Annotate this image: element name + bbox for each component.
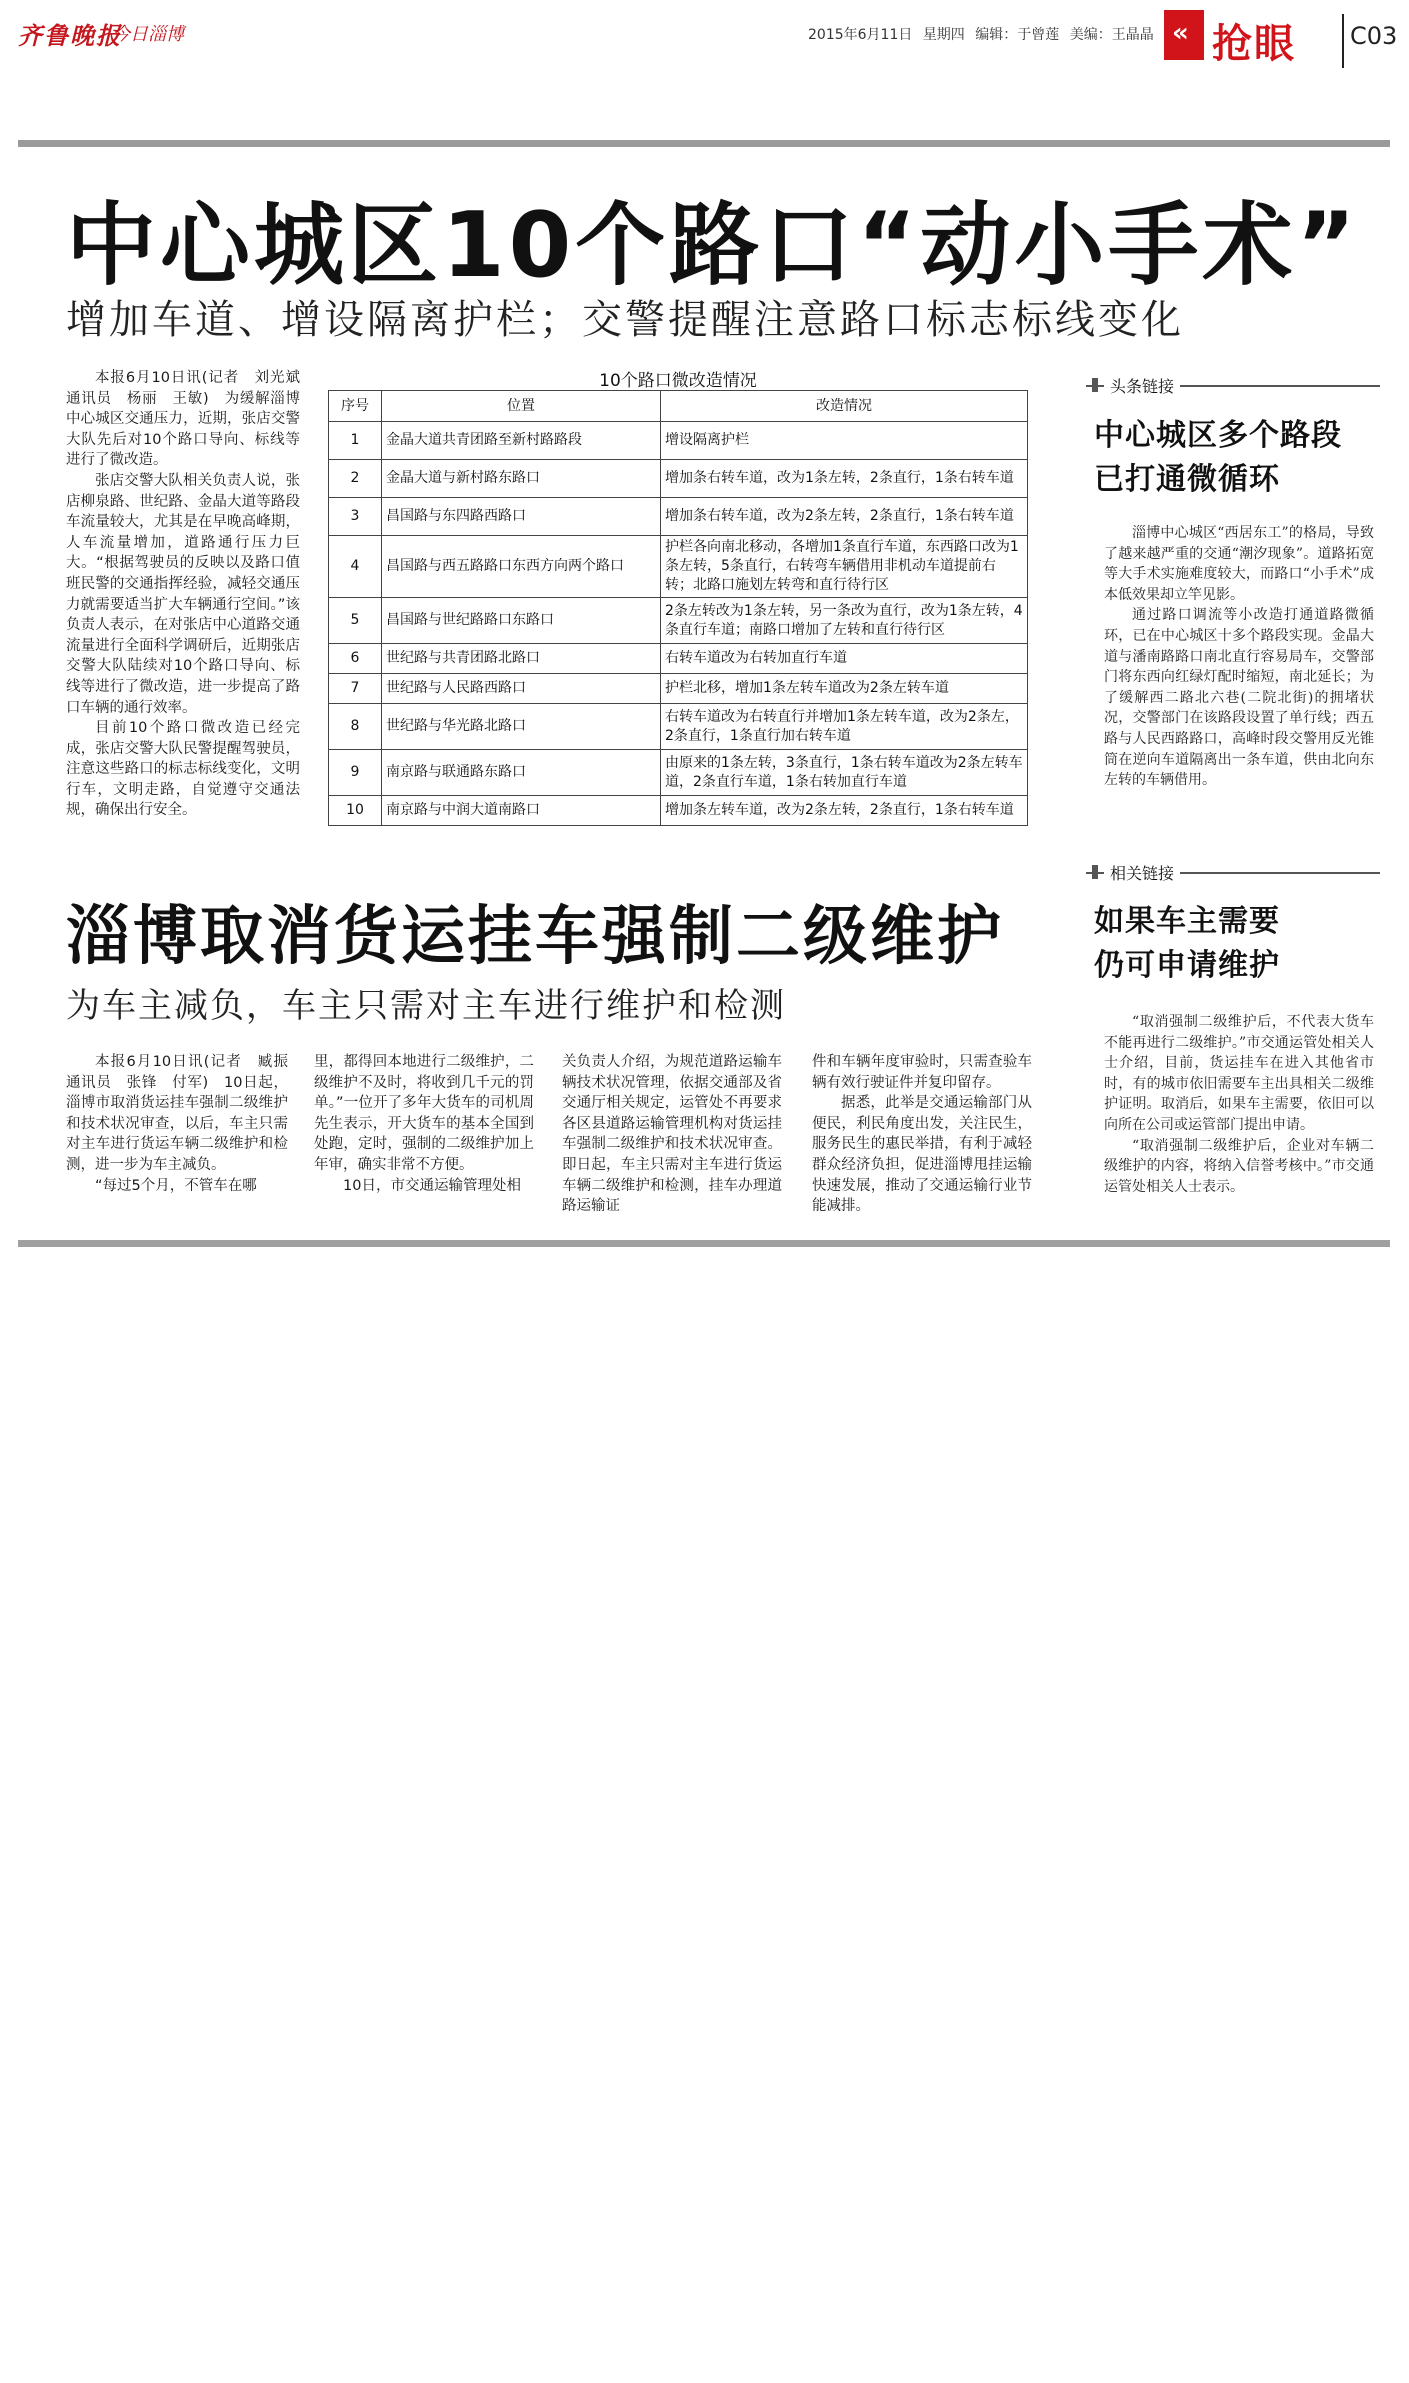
chevron-left-icon: « [1172, 18, 1189, 48]
sidebar1-paragraph: 淄博中心城区“西居东工”的格局，导致了越来越严重的交通“潮汐现象”。道路拓宽等大手术实施难度较大，而路口“小手术”成本低效果却立竿见影。 [1104, 525, 1374, 603]
story2-paragraph: 据悉，此举是交通运输部门从便民，利民角度出发，关注民生，服务民生的惠民举措，有利于减轻群众经济负担，促进淄博甩挂运输快速发展，推动了交通运输行业节能减排。 [812, 1095, 1032, 1215]
story2-paragraph: 里，都得回本地进行二级维护，二级维护不及时，将收到几千元的罚单。”一位开了多年大货车的司机周先生表示，开大货车的基本全国到处跑，定时，强制的二级维护加上年审，确实非常不方便。 [314, 1054, 534, 1173]
table-cell-change: 护栏北移，增加1条左转车道改为2条左转车道 [661, 674, 1028, 704]
table-row [329, 422, 1028, 460]
table-row [329, 644, 1028, 674]
sidebar2-headline [1094, 900, 1280, 988]
sidebar2-paragraph: “取消强制二级维护后，不代表大货车不能再进行二级维护。”市交通运管处相关人士介绍，目前，货运挂车在进入其他省市时，有的城市依旧需要车主出具相关二级维护证明。取消后，如果车主需要，依旧可以向所在公司或运管部门提出申请。 [1104, 1014, 1374, 1133]
table-cell-change: 右转车道改为右转直行并增加1条左转车道，改为2条左，2条直行，1条直行加右转车道 [661, 704, 1028, 750]
table-cell-change: 增加条左转车道，改为2条左转，2条直行，1条右转车道 [661, 796, 1028, 826]
table-cell-location: 昌国路与东四路西路口 [382, 498, 661, 536]
table-header-cell: 改造情况 [661, 391, 1028, 422]
table-cell-index: 6 [329, 644, 382, 674]
story1-paragraph: 目前10个路口微改造已经完成，张店交警大队民警提醒驾驶员，注意这些路口的标志标线变化，文明行车，文明走路，自觉遵守交通法规，确保出行安全。 [66, 720, 300, 819]
table-cell-location: 昌国路与西五路路口东西方向两个路口 [382, 536, 661, 598]
story2-paragraph: 本报6月10日讯(记者 臧振 通讯员 张锋 付军) 10日起，淄博市取消货运挂车强制二级维护和技术状况审查，以后，车主只需对主车进行货运车辆二级维护和检测，进一步为车主减负。 [66, 1054, 303, 1173]
table-cell-index: 2 [329, 460, 382, 498]
story2-column-1 [66, 1052, 303, 1196]
story2-column-2 [314, 1052, 534, 1196]
top-rule [18, 140, 1390, 147]
table-cell-index: 7 [329, 674, 382, 704]
story2-paragraph: “每过5个月，不管车在哪 [95, 1177, 257, 1194]
table-cell-change: 增设隔离护栏 [661, 422, 1028, 460]
table-cell-location: 金晶大道与新村路东路口 [382, 460, 661, 498]
story2-column-4 [812, 1052, 1032, 1217]
sidebar2-tag: 相关链接 [1104, 861, 1180, 884]
bottom-rule [18, 1240, 1390, 1247]
story2-subhead: 为车主减负，车主只需对主车进行维护和检测 [66, 986, 786, 1026]
story2-paragraph: 件和车辆年度审验时，只需查验车辆有效行驶证件并复印留存。 [812, 1054, 1032, 1091]
table-cell-location: 世纪路与共青团路北路口 [382, 644, 661, 674]
table-cell-index: 5 [329, 598, 382, 644]
issue-date: 2015年6月11日 [808, 27, 913, 43]
masthead-logo: 齐鲁晚报 [18, 21, 122, 50]
table-header-cell: 位置 [382, 391, 661, 422]
story1-headline: 中心城区10个路口“动小手术” [66, 193, 1360, 298]
sidebar2-body [1104, 1012, 1374, 1197]
story2-headline: 淄博取消货运挂车强制二级维护 [66, 900, 1004, 974]
story2-paragraph: 10日，市交通运输管理处相 [343, 1177, 521, 1194]
table-header-row [329, 391, 1028, 422]
edition-name: 今日淄博 [112, 24, 184, 45]
story1-paragraph: 本报6月10日讯(记者 刘光斌 通讯员 杨丽 王敏) 为缓解淄博中心城区交通压力，近期，张店交警大队先后对10个路口导向、标线等进行了微改造。 [66, 370, 315, 469]
designer-credit: 美编：王晶晶 [1069, 27, 1154, 43]
square-icon [1092, 865, 1098, 879]
dateline [808, 24, 1154, 44]
header-divider [1342, 14, 1344, 68]
table-cell-index: 10 [329, 796, 382, 826]
table-cell-index: 9 [329, 750, 382, 796]
sidebar2-headline-line: 如果车主需要 [1094, 904, 1280, 939]
table-cell-index: 1 [329, 422, 382, 460]
sidebar1-headline [1094, 414, 1342, 502]
table-cell-location: 世纪路与华光路北路口 [382, 704, 661, 750]
table-row [329, 750, 1028, 796]
table-cell-change: 增加条右转车道，改为2条左转，2条直行，1条右转车道 [661, 498, 1028, 536]
sidebar1-headline-line: 中心城区多个路段 [1094, 418, 1342, 453]
table-title: 10个路口微改造情况 [599, 371, 757, 391]
table-row [329, 674, 1028, 704]
sidebar2-paragraph: “取消强制二级维护后，企业对车辆二级维护的内容，将纳入信誉考核中。”市交通运管处相关人士表示。 [1104, 1137, 1374, 1195]
editor-credit: 编辑：于曾莲 [975, 27, 1060, 43]
table-cell-change: 右转车道改为右转加直行车道 [661, 644, 1028, 674]
table-cell-change: 增加条右转车道，改为1条左转，2条直行，1条右转车道 [661, 460, 1028, 498]
section-title: 抢眼 [1212, 21, 1296, 67]
table-cell-location: 南京路与中润大道南路口 [382, 796, 661, 826]
table-cell-index: 3 [329, 498, 382, 536]
table-cell-change: 护栏各向南北移动，各增加1条直行车道，东西路口改为1条左转，5条直行，右转弯车辆借用非机动车道提前右转；北路口施划左转弯和直行待行区 [661, 536, 1028, 598]
story2-column-3 [562, 1052, 782, 1217]
table-cell-location: 世纪路与人民路西路口 [382, 674, 661, 704]
issue-weekday: 星期四 [922, 27, 965, 43]
sidebar1-body [1104, 523, 1374, 791]
table-cell-location: 金晶大道共青团路至新村路路段 [382, 422, 661, 460]
sidebar1-paragraph: 通过路口调流等小改造打通道路微循环，已在中心城区十多个路段实现。金晶大道与潘南路路口南北直行容易局车，交警部门将东西向红绿灯配时缩短，南北延长；为了缓解西二路北六巷(二院北街)的拥堵状况，交警部门在该路段设置了单行线；西五路与人民西路路口，高峰时段交警用反光锥筒在逆向车道隔离出一条车道，供由北向东左转的车辆借用。 [1104, 607, 1374, 789]
story1-subhead: 增加车道、增设隔离护栏；交警提醒注意路口标志标线变化 [66, 297, 1184, 343]
table-row [329, 498, 1028, 536]
story2-paragraph: 关负责人介绍，为规范道路运输车辆技术状况管理，依据交通部及省交通厅相关规定，运管处不再要求各区县道路运输管理机构对货运挂车强制二级维护和技术状况审查。即日起，车主只需对主车进行货运车辆二级维护和检测，挂车办理道路运输证 [562, 1054, 782, 1215]
square-icon [1092, 378, 1098, 392]
table-row [329, 460, 1028, 498]
section-marker [1164, 10, 1204, 60]
sidebar2-headline-line: 仍可申请维护 [1094, 948, 1280, 983]
table-header-cell: 序号 [329, 391, 382, 422]
sidebar1-headline-line: 已打通微循环 [1094, 462, 1280, 497]
story1-body [66, 368, 315, 821]
table-cell-index: 8 [329, 704, 382, 750]
table-cell-change: 2条左转改为1条左转，另一条改为直行，改为1条左转，4条直行车道；南路口增加了左转和直行待行区 [661, 598, 1028, 644]
table-cell-location: 昌国路与世纪路路口东路口 [382, 598, 661, 644]
table-row [329, 598, 1028, 644]
table-cell-location: 南京路与联通路东路口 [382, 750, 661, 796]
table-cell-change: 由原来的1条左转，3条直行，1条右转车道改为2条左转车道，2条直行车道，1条右转加直行车道 [661, 750, 1028, 796]
table-row [329, 796, 1028, 826]
story1-paragraph: 张店交警大队相关负责人说，张店柳泉路、世纪路、金晶大道等路段车流量较大，尤其是在早晚高峰期，人车流量增加，道路通行压力巨大。“根据驾驶员的反映以及路口值班民警的交通指挥经验，减轻交通压力就需要适当扩大车辆通行空间。”该负责人表示，在对张店中心道路交通流量进行全面科学调研后，近期张店交警大队陆续对10个路口导向、标线等进行了微改造，进一步提高了路口车辆的通行效率。 [66, 472, 300, 716]
table-row [329, 704, 1028, 750]
page-number: C03 [1350, 22, 1398, 50]
intersection-table [328, 390, 1028, 826]
table-cell-index: 4 [329, 536, 382, 598]
table-row [329, 536, 1028, 598]
sidebar1-tag: 头条链接 [1104, 374, 1180, 397]
